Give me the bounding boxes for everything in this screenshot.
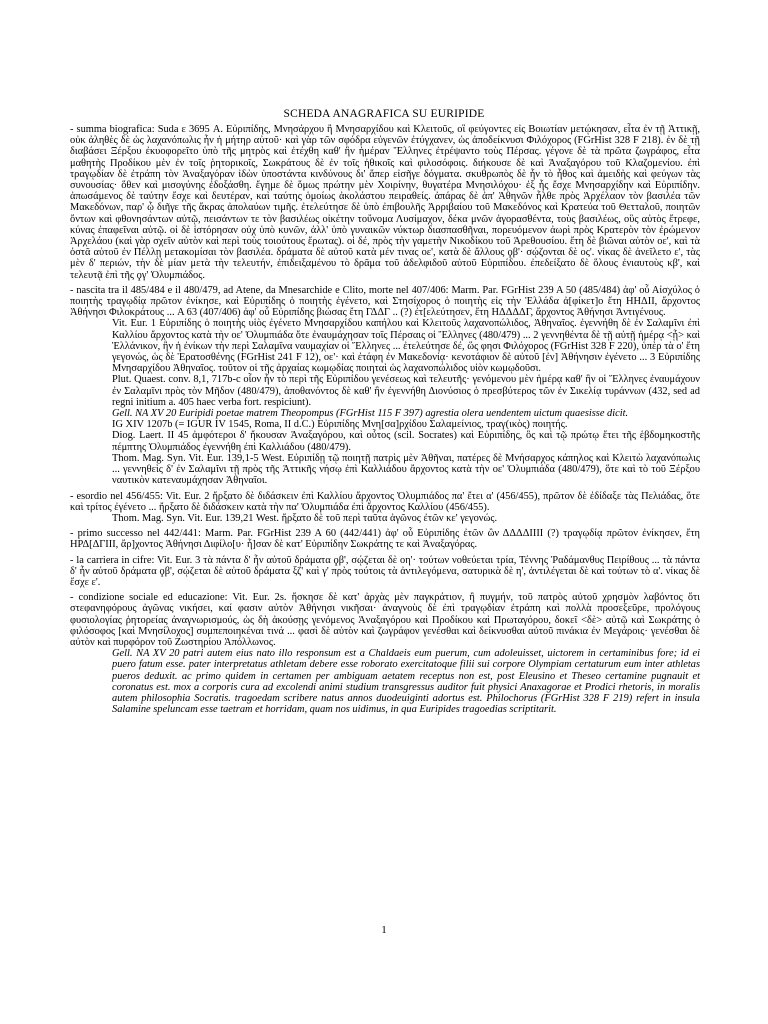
section-summa (70, 124, 700, 281)
section-lead: - condizione sociale ed educazione: Vit. Eur. 2s. (70, 592, 287, 604)
source-line: Gell. NA XV 20 Euripidi poetae matrem Theopompus (FGrHist 115 F 397) agrestia olera uendentem uictum quaesisse dicit. (112, 408, 629, 420)
source-line: Vit. Eur. 1 Εὐριπίδης ὁ ποιητὴς υἱὸς ἐγένετο Μνησαρχίδου καπήλου καὶ Κλειτοῦς λαχανοπώλιδος, Ἀθηναῖος. ἐγεννήθη δὲ ἐν Σαλαμῖνι ἐπὶ Καλλίου ἄρχοντος κατὰ τὴν οε' Ὀλυμπιάδα ὅτε ἐναυμάχησαν τοῖς Πέρσαις οἱ Ἕλληνες (480/479) ... 2 γεννηθέντα δὲ τῇ αὐτῇ ἡμέρᾳ <ᾗ> καὶ Ἑλλάνικον, ἢν ἡ ἐνίκων τὴν περὶ Σαλαμῖνα ναυμαχίαν οἱ Ἕλληνες ... ἐτελεύτησε δέ, ὥς φησι Φιλόχορος (FGrHist 328 F 220), ὑπὲρ τὰ ο' ἔτη γεγονώς, ὡς δὲ Ἐρατοσθένης (FGrHist 241 F 12), οε'· καὶ ἐτάφη ἐν Μακεδονίᾳ· κενοτάφιον δὲ αὐτοῦ [ἐν] Ἀθήνησιν ἐγένετο ... 3 Εὐριπίδης Μνησαρχίδου Ἀθηναῖος. τοῦτον οἱ τῆς ἀρχαίας κωμῳδίας ποιηταὶ ὡς λαχανοπώλιδος υἱὸν κωμῳδοῦσι. (112, 318, 700, 375)
source-line: Diog. Laert. II 45 ἀμφότεροι δ' ἤκουσαν Ἀναξαγόρου, καὶ οὗτος (scil. Socrates) καὶ Εὐριπίδης, ὃς καὶ τῷ πρώτῳ ἔτει τῆς ἑβδομηκοστῆς πέμπτης Ὀλυμπιάδος ἐγεννήθη ἐπὶ Καλλιάδου (480/479). (112, 430, 700, 453)
greek-text: ἀφ' οὗ Εὐριπίδης ἐτῶν ὢν ΔΔΔΔΙΙΙΙ (?) τραγῳδίᾳ πρῶτον ἐνίκησεν, ἔτη ΗΡΔ[ΔΓΙΙΙ, ἄρ]χοντος Ἀθήνησι Διφίλο[υ· ἦ]σαν δὲ κατ' Εὐριπίδην Σωκράτης τε καὶ Ἀναξαγόρας. (70, 528, 700, 551)
section-nascita (70, 285, 700, 487)
section-carriera (70, 555, 700, 589)
source-line: Gell. NA XV 20 patri autem eius nato illo responsum est a Chaldaeis eum puerum, cum adoleuisset, uictorem in certaminibus fore; id ei puero fatum esse. pater interpretatus athletam debere esse roborato exercitatoque filii sui corpore Olympiam certaturum eum inter athletas pueros deduxit. ac primo quidem in certamen per ambiguam aetatem receptus non est, post Eleusino et Theseo certamine pugnauit et coronatus est. mox a corporis cura ad excolendi animi studium transgressus auditor fuit physici Anaxagorae et Prodici rhetoris, in moralis autem philosophia Socratis. tragoedam scribere natus annos duodeuiginti adortus est. Philochorus (FGrHist 328 F 219) refert in insula Salamine speluncam esse taetram et horridam, quam nos uidimus, in qua Euripides tragoedias scriptitarit. (112, 648, 700, 716)
greek-text: ἤσκησε δὲ κατ' ἀρχὰς μὲν παγκράτιον, ἢ πυγμήν, τοῦ πατρὸς αὐτοῦ χρησμὸν λαβόντος ὅτι στεφανηφόρους ἀγῶνας νικήσει, καί φασιν αὐτὸν Ἀθήνησι νικῆσαι· ἀναγνοὺς δὲ ἐπὶ τραγῳδίαν ἐτράπη καὶ πολλὰ προσεξεῦρε, προλόγους φυσιολογίας ῥητορείας ἀναγνωρισμούς, ὡς δὴ ἀκούσῃς γενόμενος Ἀναξαγόρου καὶ Προδίκου καὶ Πρωταγόρου, δοκεῖ <δὲ> αὐτῷ καὶ Σωκράτης ὁ φιλόσοφος [καὶ Μνησίλοχος] συμπεποιηκέναι τινά ... φασὶ δὲ αὐτὸν καὶ ζωγράφον γενέσθαι καὶ δείκνυσθαι αὐτοῦ πινάκια ἐν Μεγάροις· γενέσθαι δὲ αὐτὸν καὶ πυρφόρον τοῦ Ζωστηρίου Ἀπόλλωνος. (70, 592, 700, 648)
section-primo-successo (70, 528, 700, 550)
source-line: Thom. Mag. Syn. Vit. Eur. 139,21 West. ἤρξατο δὲ τοῦ περὶ ταῦτα ἀγῶνος ἐτῶν κε' γεγονώς. (112, 512, 498, 524)
source-line: Plut. Quaest. conv. 8,1, 717b-c οἷον ἦν τὸ περὶ τῆς Εὐριπίδου γενέσεως καὶ τελευτῆς· γενόμενου μὲν ἡμέρᾳ καθ' ἣν οἱ Ἕλληνες ἐναυμάχουν ἐν Σαλαμῖνι πρὸς τὸν Μῆδον (480/479), ἀποθανόντος δὲ καθ' ἣν ἐγεννήθη Διονύσιος ὁ πρεσβύτερος τῶν ἐν Σικελίᾳ τυράννων (432, sed ad regni initium a. 405 haec verba fort. respiciunt). (112, 374, 700, 408)
section-lead: - la carriera in cifre: Vit. Eur. 3 (70, 554, 201, 566)
greek-text: ἀφ' οὗ Αἰσχύλος ὁ ποιητὴς τραγῳδίᾳ πρῶτον ἐνίκησε, καὶ Εὐριπίδης ὁ ποιητὴς ἐγένετο, καὶ Στησίχορος ὁ ποιητὴς εἰς τὴν Ἑλλάδα ἀ[φίκετ]ο ἔτη ΗΗΔΙΙ, ἄρχοντος Ἀθήνησι Φιλοκράτους ... A 63 (407/406) ἀφ' οὗ Εὐριπίδης βιώσας ἔτη ΓΔΔΓ .. (?) ἐτ[ελεύτησεν, ἔτη ΗΔΔΔΔΓ, ἄρχοντος Ἀθήνησι Ἀντιγένους. (70, 284, 700, 319)
section-lead: - primo successo nel 442/441: Marm. Par. FGrHist 239 A 60 (442/441) (70, 528, 382, 540)
document-body (70, 124, 700, 719)
greek-text: Εὐριπίδης, Μνησάρχου ἢ Μνησαρχίδου καὶ Κλειτοῦς, οἳ φεύγοντες εἰς Βοιωτίαν μετῴκησαν, εἶτα ἐν τῇ Ἀττικῇ, οὐκ ἀληθὲς δὲ ὡς λαχανόπωλις ἦν ἡ μήτηρ αὐτοῦ· καὶ γὰρ τῶν σφόδρα εὐγενῶν ἐτύγχανεν, ὡς ἀποδείκνυσι Φιλόχορος (FGrHist 328 F 218). ἐν δὲ τῇ διαβάσει Ξέρξου ἐκυοφορεῖτο ὑπὸ τῆς μητρὸς καὶ ἐτέχθη καθ' ἣν ἡμέραν Ἕλληνες ἐτρέψαντο τοὺς Πέρσας. γέγονε δὲ τὰ πρῶτα ζωγράφος, εἶτα μαθητὴς Προδίκου μὲν ἐν τοῖς ῥητορικοῖς, Σωκράτους δὲ ἐν τοῖς ἠθικοῖς καὶ φιλοσόφοις. διήκουσε δὲ καὶ Ἀναξαγόρου τοῦ Κλαζομενίου. ἐπὶ τραγῳδίαν δὲ ἐτράπη τὸν Ἀναξαγόραν ἰδὼν ὑποστάντα κινδύνους δι' ἅπερ εἰσῆγε δόγματα. σκυθρωπὸς δὲ ἦν τὸ ἦθος καὶ ἀμειδὴς καὶ φεύγων τὰς συνουσίας· ὅθεν καὶ μισογύνης ἐδοξάσθη. ἔγημε δὲ ὅμως πρώτην μὲν Χοιρίνην, θυγατέρα Μνησιλόχου· ἐξ ἧς ἔσχε Μνησαρχίδην καὶ Εὐριπίδην. ἀπωσάμενος δὲ ταύτην ἔσχε καὶ δευτέραν, καὶ ταύτης ὁμοίως ἀκολάστου πειραθείς. ἀπάρας δὲ ἀπ' Ἀθηνῶν ἦλθε πρὸς Ἀρχέλαον τὸν βασιλέα τῶν Μακεδόνων, παρ' ᾧ διῆγε τῆς ἄκρας ἀπολαύων τιμῆς. ἐτελεύτησε δὲ ὑπὸ ἐπιβουλῆς Ἀρριβαίου τοῦ Μακεδόνος καὶ Κρατεύα τοῦ Θετταλοῦ, ποιητῶν ὄντων καὶ φθονησάντων αὐτῷ, πεισάντων τε τὸν βασιλέως οἰκέτην τοὔνομα Λυσίμαχον, δέκα μνῶν ἀγορασθέντα, τοὺς βασιλέως, οὓς αὐτὸς ἔτρεφε, κύνας ἐπαφεῖναι αὐτῷ. οἱ δὲ ἱστόρησαν οὐχ ὑπὸ κυνῶν, ἀλλ' ὑπὸ γυναικῶν νύκτωρ διασπασθῆναι, πορευόμενον ἀωρὶ πρὸς Κρατερὸν τὸν ἐρώμενον Ἀρχελάου (καὶ γὰρ σχεῖν αὐτὸν καὶ περὶ τοὺς τοιούτους ἔρωτας). οἱ δέ, πρὸς τὴν γαμετὴν Νικοδίκου τοῦ Ἀρεθουσίου. ἔτη δὲ βιῶναι αὐτὸν οε', καὶ τὰ ὀστᾶ αὐτοῦ ἐν Πέλλῃ μετακομίσαι τὸν βασιλέα. δράματα δὲ αὐτοῦ κατὰ μέν τινας οε', κατὰ δὲ ἄλλους ϙβ'· σῴζονται δὲ ος'. νίκας δὲ ἀνεῖλετο ε', τὰς μὲν δ' περιών, τὴν δὲ μίαν μετὰ τὴν τελευτήν, ἐπιδειξαμένου τὸ δρᾶμα τοῦ ἀδελφιδοῦ αὐτοῦ Εὐριπίδου. ἐπεδείξατο δὲ ὅλους ἐνιαυτοὺς κβ', καὶ τελευτᾷ ἐπὶ τῆς ϙγ' Ὀλυμπιάδος. (70, 124, 700, 281)
page-number: 1 (381, 924, 387, 936)
source-line: Thom. Mag. Syn. Vit. Eur. 139,1-5 West. Εὐριπίδῃ τῷ ποιητῇ πατρὶς μὲν Ἀθῆναι, πατέρες δὲ Μνήσαρχος κάπηλος καὶ Κλειτὼ λαχανόπωλις ... γεννηθεὶς δ' ἐν Σαλαμῖνι τῇ πρὸς τῆς Ἀττικῆς νήσῳ ἐπὶ Καλλιάδου ἄρχοντος κατὰ τὴν οε' Ὀλυμπιάδα (480/479), ὅτε καὶ τὸ τοῦ Ξέρξου ναυτικὸν κατεναυμάχησαν Ἀθηναῖοι. (112, 452, 700, 487)
section-lead: - esordio nel 456/455: Vit. Eur. 2 (70, 490, 210, 502)
greek-text: τὰ πάντα δ' ἦν αὐτοῦ δράματα ϙβ', σῴζεται δὲ οη'· τούτων νοθεύεται τρία, Τέννης Ῥαδάμανθυς Πειρίθους ... τὰ πάντα δ' ἦν αὐτοῦ δράματα ϙβ', σῴζεται δὲ αὐτοῦ δράματα ξζ' καὶ γ' πρὸς τούτοις τὰ ἀντιλεγόμενα, σατυρικὰ δὲ η', ἀντιλέγεται δὲ καὶ τούτων τὸ α'. νίκας δὲ ἔσχε ε'. (70, 554, 700, 588)
greek-text: ἤρξατο δὲ διδάσκειν ἐπὶ Καλλίου ἄρχοντος Ὀλυμπιάδος πα' ἔτει α' (456/455), πρῶτον δὲ ἐδίδαξε τὰς Πελιάδας, ὅτε καὶ τρίτος ἐγένετο ... ἤρξατο δὲ διδάσκειν κατὰ τὴν πα' Ὀλυμπιάδα ἐπὶ ἄρχοντος Καλλίου (456/455). (70, 490, 701, 513)
section-lead: - nascita tra il 485/484 e il 480/479, ad Atene, da Mnesarchide e Clito, morte nel 407/406: Marm. Par. FGrHist 239 A 50 (485/484) (70, 284, 621, 296)
page-title: SCHEDA ANAGRAFICA SU EURIPIDE (283, 108, 485, 120)
section-condizione (70, 592, 700, 715)
section-esordio (70, 491, 700, 525)
section-lead: - summa biografica: Suda ε 3695 A. (70, 124, 223, 135)
source-line: IG XIV 1207b (= IGUR IV 1545, Roma, II d.C.) Εὐριπίδης Μνη[σα]ρχίδου Σαλαμείνιος, τραγ(ικὸς) ποιητής. (112, 419, 568, 431)
